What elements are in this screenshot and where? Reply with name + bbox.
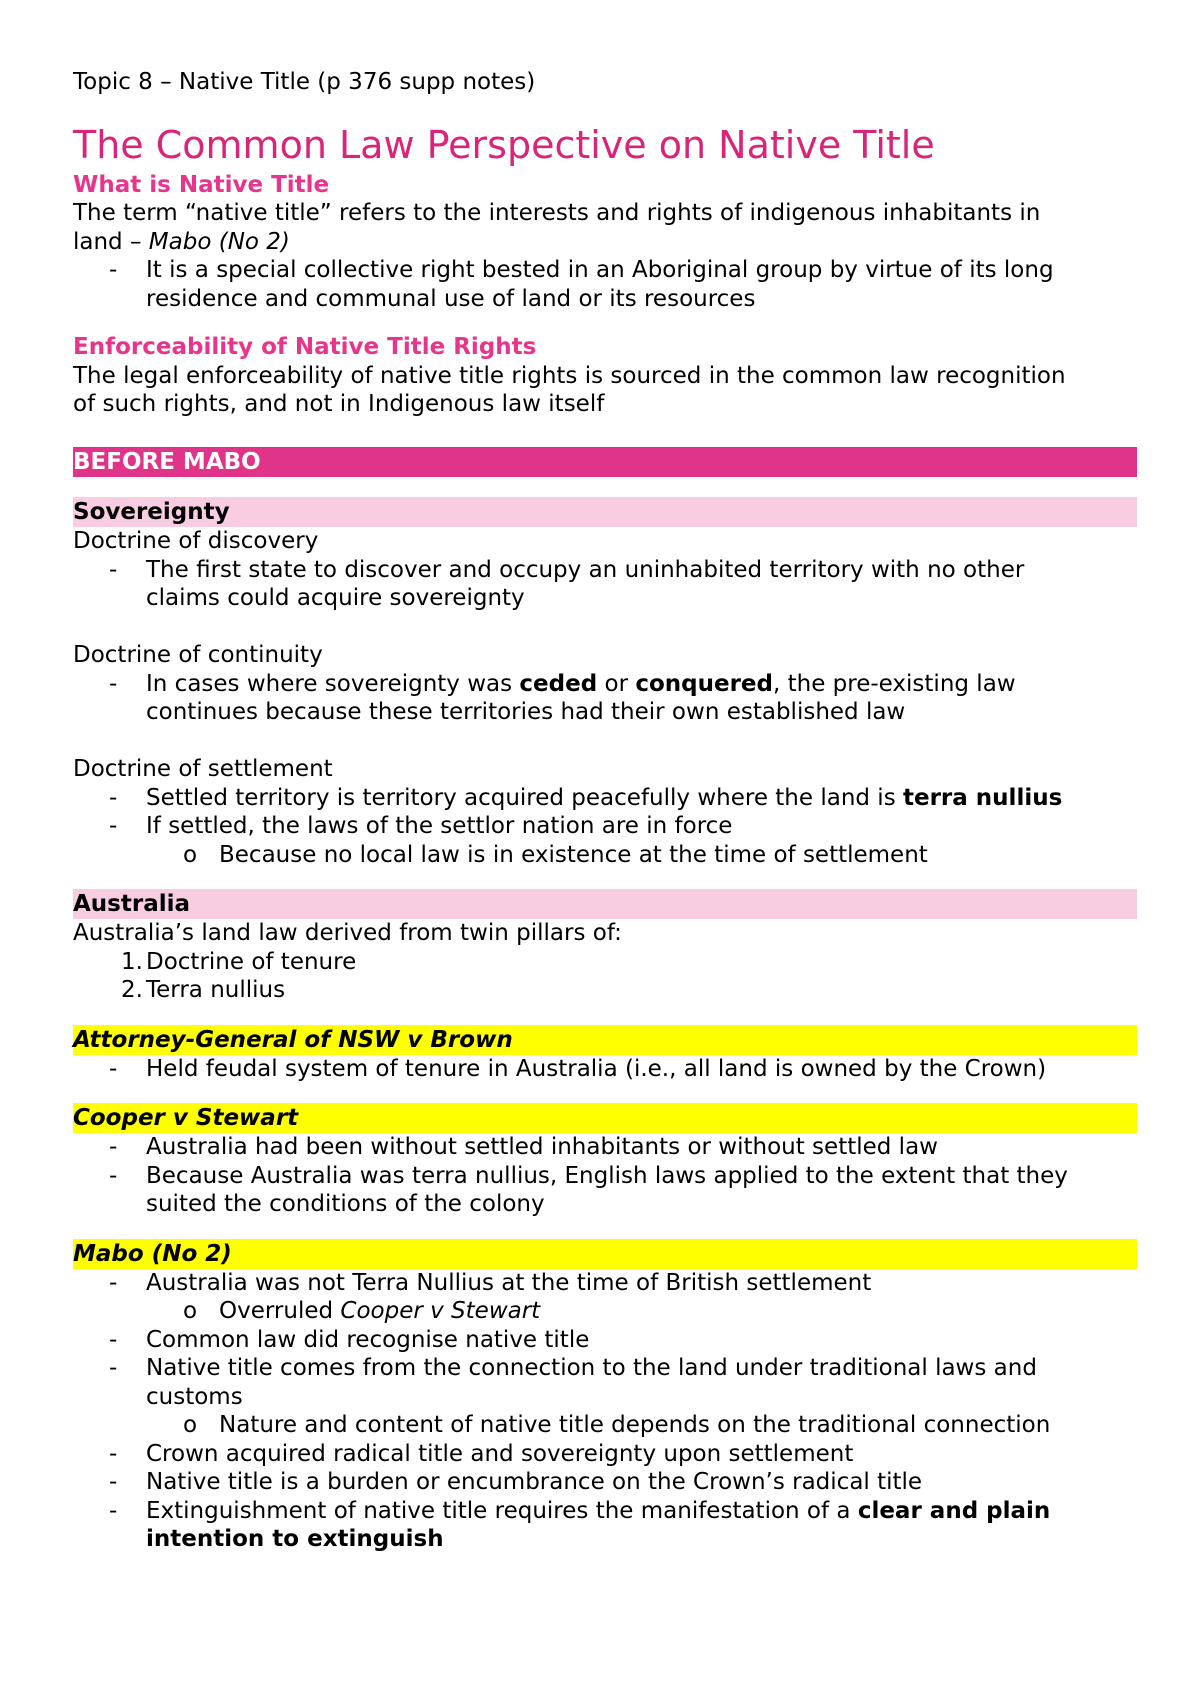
numbered-item <box>73 948 1137 977</box>
bold-terra-nullius: terra nullius <box>903 784 1063 811</box>
mabo-case-heading: Mabo (No 2) <box>73 1239 1137 1269</box>
sub-list-item <box>73 841 1137 870</box>
bold-clear-and-plain: clear and plain <box>857 1497 1051 1524</box>
bullet-text: Australia was not Terra Nullius at the time of British settlement <box>146 1269 872 1296</box>
case-cooper-ref: Cooper v Stewart <box>340 1298 541 1324</box>
dash-bullet: - <box>109 1269 118 1296</box>
dash-bullet: - <box>109 257 118 283</box>
topic-line: Topic 8 – Native Title (p 376 supp notes) <box>73 69 536 95</box>
what-is-line-1: The term “native title” refers to the interests and rights of indigenous inhabitants in <box>73 200 1041 226</box>
bold-ceded: ceded <box>519 670 598 697</box>
list-item <box>73 256 1137 313</box>
case-mabo-ref: Mabo (No 2) <box>148 228 290 255</box>
dash-bullet: - <box>109 813 118 839</box>
bullet-text: Common law did recognise native title <box>146 1326 590 1353</box>
bullet-text: Nature and content of native title depends on the traditional connection <box>219 1412 1051 1438</box>
dash-bullet: - <box>109 1497 118 1524</box>
list-item <box>73 812 1137 841</box>
dash-bullet: - <box>109 556 118 583</box>
bullet-text <box>146 784 1137 813</box>
bold-intention-to-extinguish: intention to extinguish <box>146 1526 444 1552</box>
page-title: The Common Law Perspective on Native Title <box>73 122 935 167</box>
text-run: Extinguishment of native title requires the manifestation of a <box>146 1497 858 1524</box>
bullet-text: claims could acquire sovereignty <box>146 585 525 611</box>
sub-list-item <box>73 1411 1137 1440</box>
bullet-text: Native title is a burden or encumbrance on the Crown’s radical title <box>146 1469 923 1495</box>
list-item <box>73 1440 1137 1469</box>
numbered-item <box>73 976 1137 1005</box>
settlement-label: Doctrine of settlement <box>73 756 333 782</box>
bullet-text: Because no local law is in existence at the time of settlement <box>219 841 928 868</box>
list-item <box>73 1269 1137 1298</box>
bullet-text: If settled, the laws of the settlor nation are in force <box>146 813 733 839</box>
bullet-text: customs <box>146 1383 243 1410</box>
bullet-text: Held feudal system of tenure in Australia (i.e., all land is owned by the Crown) <box>146 1055 1047 1082</box>
text-run: Overruled <box>219 1298 341 1324</box>
what-is-line-2-text: land – <box>73 228 149 255</box>
bullet-text: Australia had been without settled inhabitants or without settled law <box>146 1134 938 1160</box>
dash-bullet: - <box>109 1162 118 1189</box>
discovery-label: Doctrine of discovery <box>73 528 319 554</box>
bullet-text: The first state to discover and occupy an uninhabited territory with no other <box>146 556 1025 583</box>
brown-case-heading: Attorney-General of NSW v Brown <box>73 1025 1137 1055</box>
bullet-text: Doctrine of tenure <box>146 948 357 975</box>
what-is-heading: What is Native Title <box>73 171 330 198</box>
list-item <box>73 1133 1137 1162</box>
text-run: or <box>597 670 636 697</box>
text-run: Settled territory is territory acquired peacefully where the land is <box>146 784 903 811</box>
sovereignty-heading: Sovereignty <box>73 497 1137 527</box>
bullet-text: Because Australia was terra nullius, English laws applied to the extent that they <box>146 1162 1068 1189</box>
bullet-text <box>146 670 1137 699</box>
bullet-text: continues because these territories had their own established law <box>146 699 906 725</box>
bullet-text: suited the conditions of the colony <box>146 1191 545 1217</box>
list-item <box>73 1055 1137 1084</box>
list-item <box>73 1468 1137 1497</box>
bullet-text: residence and communal use of land or its resources <box>146 285 756 312</box>
number-marker: 2. <box>121 977 143 1003</box>
dash-bullet: - <box>109 1055 118 1082</box>
sub-list-item <box>73 1297 1137 1326</box>
number-marker: 1. <box>121 948 143 975</box>
dash-bullet: - <box>109 784 118 811</box>
bullet-text: Native title comes from the connection to the land under traditional laws and <box>146 1355 1037 1381</box>
circle-bullet: o <box>183 1298 198 1324</box>
bold-conquered: conquered <box>635 670 773 697</box>
dash-bullet: - <box>109 1355 118 1381</box>
what-is-line-2 <box>73 228 1137 257</box>
bullet-text <box>219 1297 1137 1326</box>
list-item <box>73 784 1137 813</box>
bullet-text: Terra nullius <box>146 977 286 1003</box>
text-run: , the pre-existing law <box>773 670 1016 697</box>
bullet-text <box>146 1497 1137 1526</box>
continuity-label: Doctrine of continuity <box>73 642 323 668</box>
circle-bullet: o <box>183 1412 198 1438</box>
circle-bullet: o <box>183 841 198 868</box>
cooper-case-heading: Cooper v Stewart <box>73 1103 1137 1133</box>
dash-bullet: - <box>109 670 118 697</box>
dash-bullet: - <box>109 1469 118 1495</box>
text-run: In cases where sovereignty was <box>146 670 520 697</box>
dash-bullet: - <box>109 1134 118 1160</box>
list-item <box>73 670 1137 727</box>
australia-line: Australia’s land law derived from twin pillars of: <box>73 920 622 946</box>
bullet-text: It is a special collective right bested in an Aboriginal group by virtue of its long <box>146 257 1054 283</box>
list-item <box>73 556 1137 613</box>
enforce-line-1: The legal enforceability of native title rights is sourced in the common law recognition <box>73 362 1066 389</box>
document-body <box>73 68 1137 1554</box>
australia-heading: Australia <box>73 889 1137 919</box>
dash-bullet: - <box>109 1440 118 1467</box>
list-item <box>73 1162 1137 1219</box>
list-item <box>73 1497 1137 1554</box>
enforce-line-2: of such rights, and not in Indigenous law itself <box>73 391 605 417</box>
list-item <box>73 1326 1137 1355</box>
bullet-text: Crown acquired radical title and sovereignty upon settlement <box>146 1440 854 1467</box>
list-item <box>73 1354 1137 1411</box>
before-mabo-banner: BEFORE MABO <box>73 447 1137 477</box>
enforce-heading: Enforceability of Native Title Rights <box>73 334 537 360</box>
dash-bullet: - <box>109 1326 118 1353</box>
